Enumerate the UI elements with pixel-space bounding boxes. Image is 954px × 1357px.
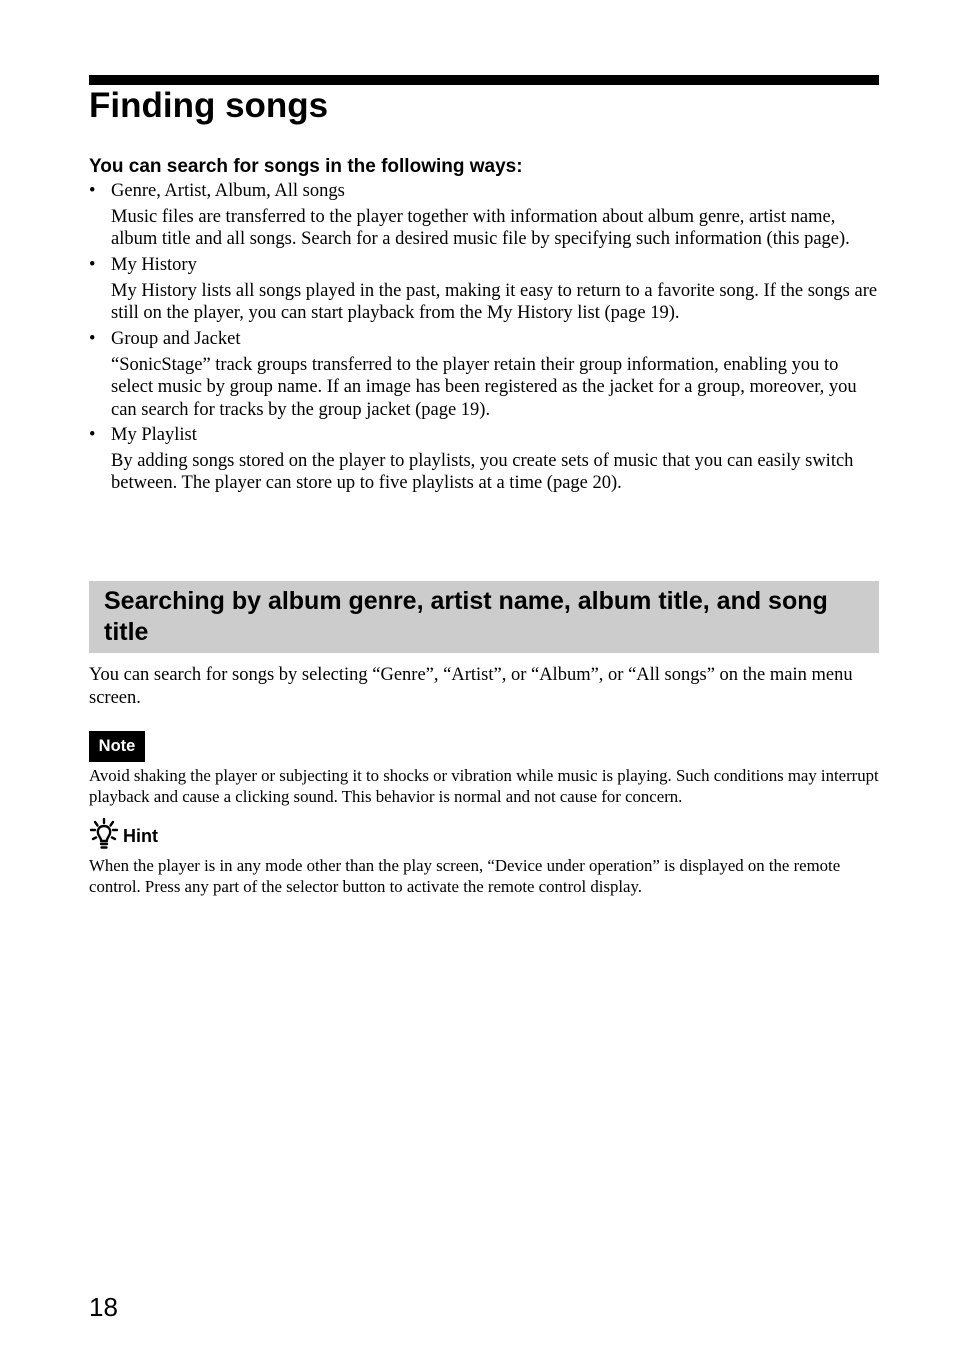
section-body: You can search for songs by selecting “Genre”, “Artist”, or “Album”, or “All songs” on the main menu screen. [89,665,853,708]
list-item [89,424,879,495]
list-item-description: By adding songs stored on the player to playlists, you create sets of music that you can easily switch between. The player can store up to five playlists at a time (page 20). [111,451,854,494]
bullet-icon: • [89,181,96,201]
list-item-description: Music files are transferred to the player together with information about album genre, artist name, album title and all songs. Search for a desired music file by specifying such information (this page). [111,207,850,250]
bullet-icon: • [89,254,96,275]
note-text: Avoid shaking the player or subjecting it to shocks or vibration while music is playing. Such conditions may interrupt playback and cause a clicking sound. This behavior is normal and not cause for concern. [89,766,879,806]
page-title: Finding songs [89,86,329,125]
search-ways-heading: You can search for songs in the following ways: [89,156,523,177]
list-item [89,328,879,421]
search-ways-list [89,180,879,495]
list-item-title [89,328,879,351]
list-item-title [89,180,879,203]
list-item-label: Genre, Artist, Album, All songs [111,181,345,201]
bullet-icon: • [89,329,96,350]
list-item-description: My History lists all songs played in the past, making it easy to return to a favorite song. If the songs are still on the player, you can start playback from the My History list (page 19). [111,280,878,323]
page-number: 18 [89,1292,118,1322]
hint-label: Hint [123,826,158,846]
list-item-label: My History [111,254,197,275]
list-item-label: My Playlist [111,425,197,446]
lightbulb-icon [89,817,119,851]
list-item-label: Group and Jacket [111,329,241,350]
note-badge: Note [89,731,145,762]
list-item [89,254,879,325]
list-item-title [89,254,879,277]
hint-text: When the player is in any mode other than the play screen, “Device under operation” is displayed on the remote control. Press any part of the selector button to activate the remote control display. [89,856,841,896]
list-item-description: “SonicStage” track groups transferred to the player retain their group information, enabling you to select music by group name. If an image has been registered as the jacket for a group, moreover, you can search for tracks by the group jacket (page 19). [111,355,857,420]
list-item [89,180,879,251]
section-title: Searching by album genre, artist name, album title, and song title [104,587,828,646]
list-item-title [89,424,879,447]
bullet-icon: • [89,425,96,446]
section-heading-bar [89,581,879,653]
